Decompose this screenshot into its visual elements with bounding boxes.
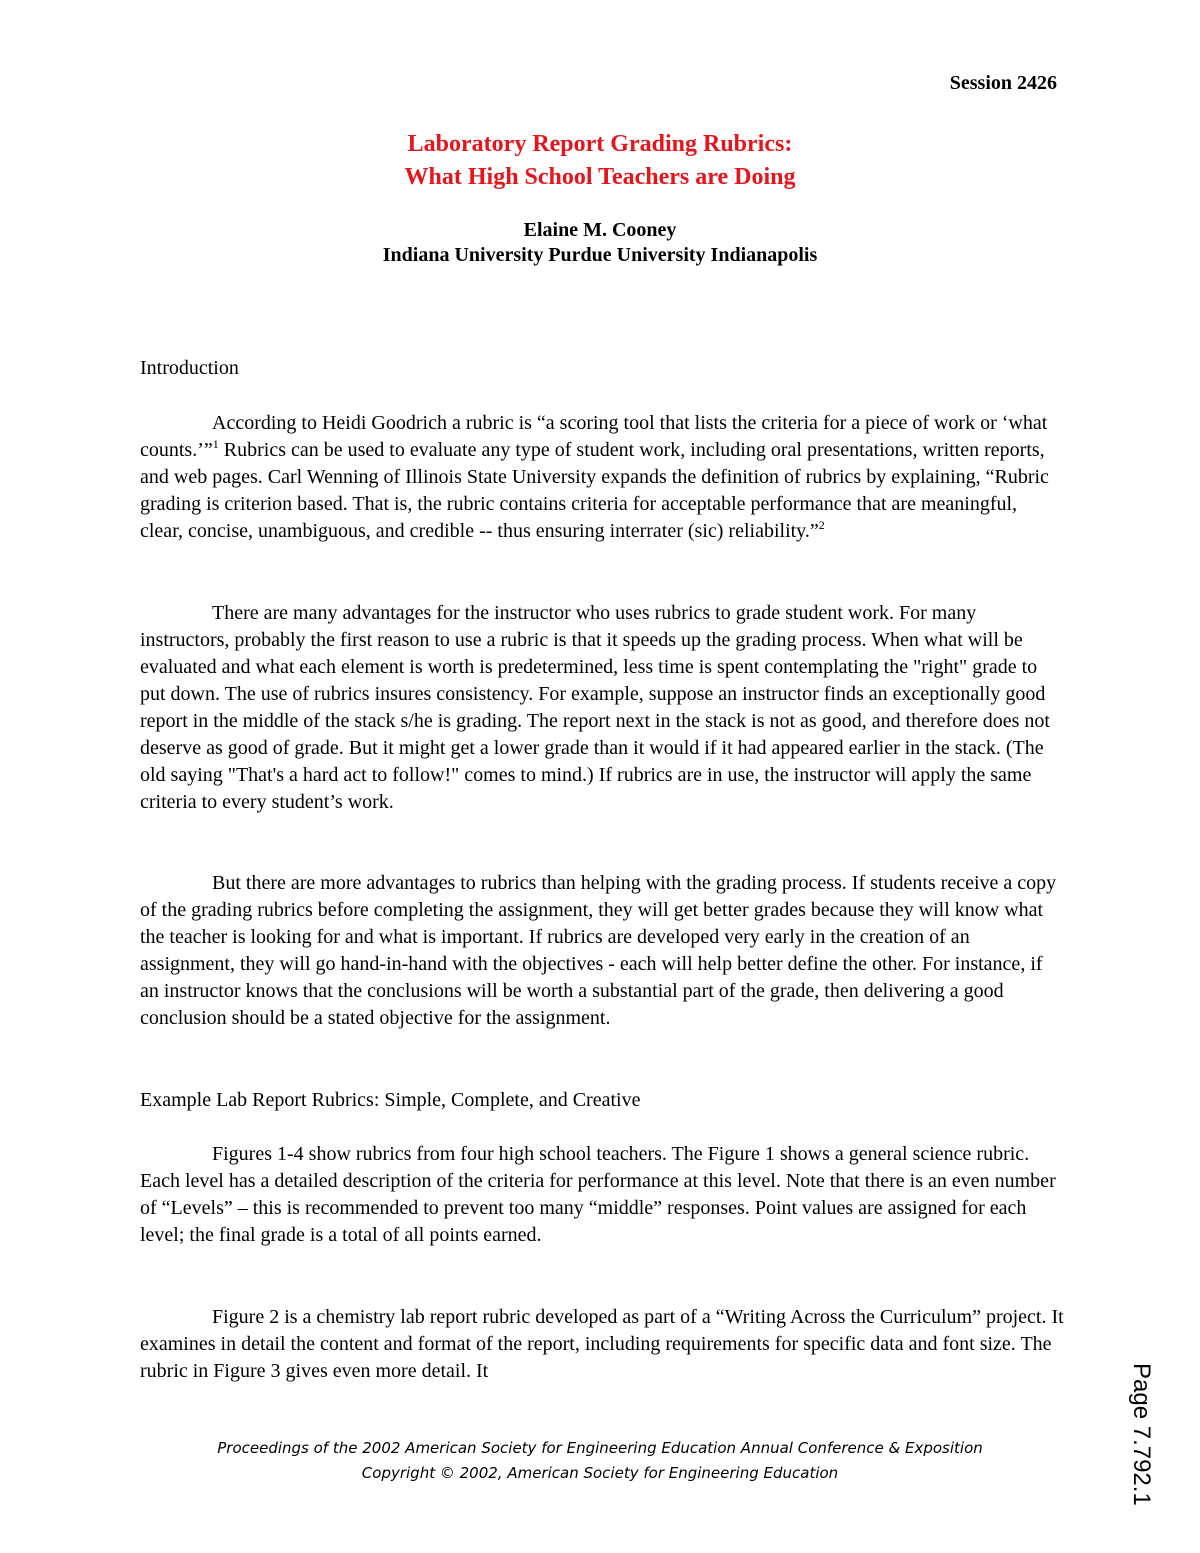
- session-label: Session 2426: [949, 72, 1057, 94]
- paper-title: [0, 128, 1200, 194]
- author-block: [0, 218, 1200, 268]
- paragraph-2: [140, 600, 1065, 816]
- paragraph-4-text: Figures 1-4 show rubrics from four high school teachers. The Figure 1 shows a general science rubric. Each level has a detailed description of the criteria for performance at this level. Note that there is an even number of “Levels” – this is recommended to prevent too many “middle” responses. Point values are assigned for each level; the final grade is a total of all points earned.: [140, 1143, 1056, 1246]
- paragraph-1-text: [140, 410, 1065, 545]
- page-footer: [0, 1436, 1200, 1486]
- paragraph-3: [140, 870, 1065, 1032]
- page-number: Page 7.792.1: [1128, 1363, 1155, 1506]
- author-affiliation: Indiana University Purdue University Indianapolis: [382, 244, 818, 266]
- footer-copyright: Copyright © 2002, American Society for Engineering Education: [361, 1464, 839, 1482]
- paragraph-1: [140, 410, 1065, 545]
- paper-title-line-2: What High School Teachers are Doing: [404, 164, 796, 190]
- section-heading-example-rubrics: Example Lab Report Rubrics: Simple, Complete, and Creative: [140, 1089, 641, 1111]
- footer-proceedings: Proceedings of the 2002 American Society for Engineering Education Annual Conference & Exposition: [217, 1439, 983, 1457]
- paragraph-3-text: But there are more advantages to rubrics than helping with the grading process. If students receive a copy of the grading rubrics before completing the assignment, they will get better grades because they will know what the teacher is looking for and what is important. If rubrics are developed very early in the creation of an assignment, they will go hand-in-hand with the objectives - each will help better define the other. For instance, if an instructor knows that the conclusions will be worth a substantial part of the grade, then delivering a good conclusion should be a stated objective for the assignment.: [140, 872, 1057, 1029]
- paragraph-1-part-b: Rubrics can be used to evaluate any type of student work, including oral presentations, written reports, and web pages. Carl Wenning of Illinois State University expands the definition of rubrics by explaining, “Rubric grading is criterion based. That is, the rubric contains criteria for acceptable performance that are meaningful, clear, concise, unambiguous, and credible -- thus ensuring interrater (sic) reliability.”: [140, 439, 1049, 542]
- paper-title-line-1: Laboratory Report Grading Rubrics:: [407, 131, 793, 157]
- footnote-ref-1: 1: [212, 437, 219, 451]
- paragraph-5: [140, 1304, 1065, 1385]
- footnote-ref-2: 2: [818, 518, 825, 532]
- section-heading-introduction: Introduction: [140, 357, 239, 379]
- paragraph-4: [140, 1141, 1065, 1249]
- paragraph-1-part-a: According to Heidi Goodrich a rubric is “a scoring tool that lists the criteria for a piece of work or ‘what counts.’”: [140, 412, 1048, 461]
- paragraph-2-text: There are many advantages for the instructor who uses rubrics to grade student work. For many instructors, probably the first reason to use a rubric is that it speeds up the grading process. When what will be evaluated and what each element is worth is predetermined, less time is spent contemplating the "right" grade to put down. The use of rubrics insures consistency. For example, suppose an instructor finds an exceptionally good report in the middle of the stack s/he is grading. The report next in the stack is not as good, and therefore does not deserve as good of grade. But it might get a lower grade than it would if it had appeared earlier in the stack. (The old saying "That's a hard act to follow!" comes to mind.) If rubrics are in use, the instructor will apply the same criteria to every student’s work.: [140, 602, 1050, 813]
- paragraph-5-text: Figure 2 is a chemistry lab report rubric developed as part of a “Writing Across the Curriculum” project. It examines in detail the content and format of the report, including requirements for specific data and font size. The rubric in Figure 3 gives even more detail. It: [140, 1306, 1064, 1382]
- author-name: Elaine M. Cooney: [523, 219, 677, 241]
